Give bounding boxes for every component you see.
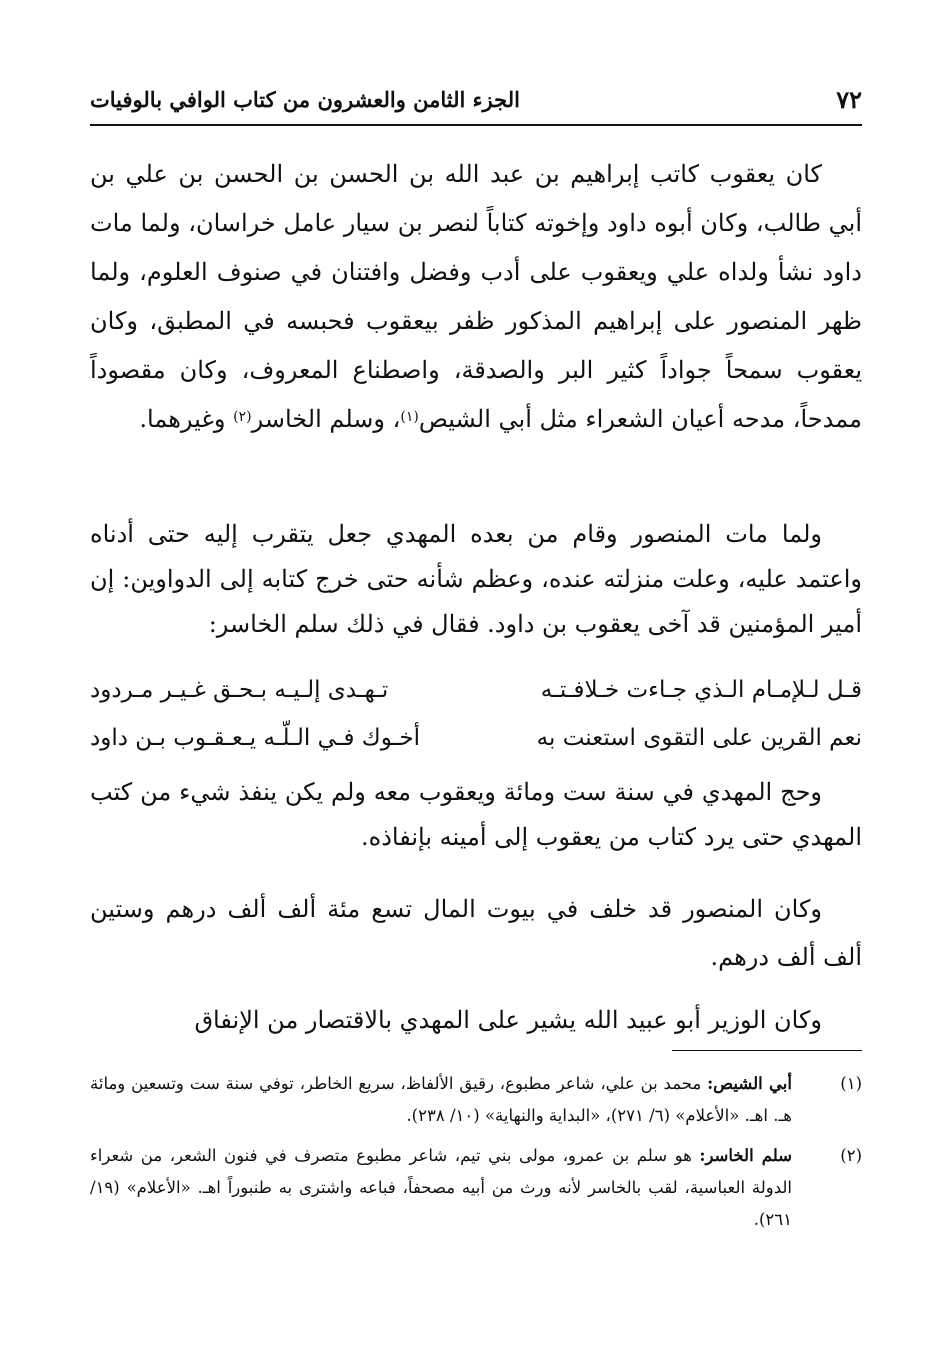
footnote-heading: سلم الخاسر: — [699, 1146, 792, 1165]
footnote-number: (١) — [840, 1074, 862, 1093]
footnote-heading: أبي الشيص: — [707, 1074, 792, 1093]
footnote-1 — [90, 1068, 862, 1132]
page-number: ٧٢ — [836, 85, 862, 114]
footnote-rule — [672, 1050, 862, 1051]
paragraph-1 — [90, 150, 862, 444]
footnote-body — [90, 1068, 792, 1132]
footnote-text: هو سلم بن عمرو، مولى بني تيم، شاعر مطبوع متصرف في فنون الشعر، من شعراء الدولة العباسية، لقب بالخاسر لأنه ورث من أبيه مصحفاً، فباعه واشترى به طنبوراً اهـ. «الأعلام» (١٩/ ٢٦١). — [90, 1146, 793, 1229]
page-header — [90, 80, 862, 120]
verse-second-hemistich: تـهـدى إلـيـه بـحـق غـيـر مـردود — [90, 677, 389, 703]
paragraph-4: وكان المنصور قد خلف في بيوت المال تسع مئة ألف ألف درهم وستين ألف ألف درهم. — [90, 895, 862, 971]
footnote-body — [90, 1140, 792, 1236]
poem-verses — [90, 666, 862, 762]
verse-first-hemistich: نعم القرين على التقوى استعنت به — [536, 725, 862, 751]
footnotes — [90, 1068, 862, 1244]
verse-line — [90, 714, 862, 762]
footnote-text: محمد بن علي، شاعر مطبوع، رقيق الألفاظ، سريع الخاطر، توفي سنة ست وتسعين ومائة هـ. اهـ. «الأعلام» (٦/ ٢٧١)، «البداية والنهاية» (١٠/ ٢٣٨). — [90, 1074, 792, 1125]
paragraph-2: ولما مات المنصور وقام من بعده المهدي جعل يتقرب إليه حتى أدناه واعتمد عليه، وعلت منزلته عنده، وعظم شأنه حتى خرج كتابه إلى الدواوين: إن أمير المؤمنين قد آخى يعقوب بن داود. فقال في ذلك سلم الخاسر: — [90, 520, 862, 638]
paragraph-1-text-b: ، وسلم الخاسر — [251, 405, 401, 433]
running-title: الجزء الثامن والعشرون من كتاب الوافي بالوفيات — [90, 87, 520, 112]
header-rule — [90, 124, 862, 126]
footnote-2 — [90, 1140, 862, 1236]
verse-line — [90, 666, 862, 714]
verse-second-hemistich: أخـوك فـي الـلّـه يـعـقـوب بـن داود — [90, 725, 420, 751]
footnote-ref-2[interactable]: (٢) — [233, 409, 252, 425]
footnote-number: (٢) — [840, 1146, 862, 1165]
paragraph-1-text-a: كان يعقوب كاتب إبراهيم بن عبد الله بن الحسن بن الحسن بن علي بن أبي طالب، وكان أبوه داود وإخوته كتاباً لنصر بن سيار عامل خراسان، ولما مات داود نشأ ولداه علي ويعقوب على أدب وفضل وافتنان في صنوف العلوم، ولما ظهر المنصور على إبراهيم المذكور ظفر بيعقوب فحبسه في المطبق، وكان يعقوب سمحاً جواداً كثير البر والصدقة، واصطناع المعروف، وكان مقصوداً ممدحاً، مدحه أعيان الشعراء مثل أبي الشيص — [90, 160, 862, 433]
paragraph-5: وكان الوزير أبو عبيد الله يشير على المهدي بالاقتصار من الإنفاق — [194, 1006, 822, 1034]
paragraph-1-text-c: وغيرهما. — [139, 405, 234, 433]
verse-first-hemistich: قـل لـلإمـام الـذي جـاءت خـلافـتـه — [540, 677, 862, 703]
footnote-ref-1[interactable]: (١) — [400, 409, 419, 425]
paragraph-3: وحج المهدي في سنة ست ومائة ويعقوب معه ولم يكن ينفذ شيء من كتب المهدي حتى يرد كتاب من يعقوب إلى أمينه بإنفاذه. — [90, 778, 862, 851]
